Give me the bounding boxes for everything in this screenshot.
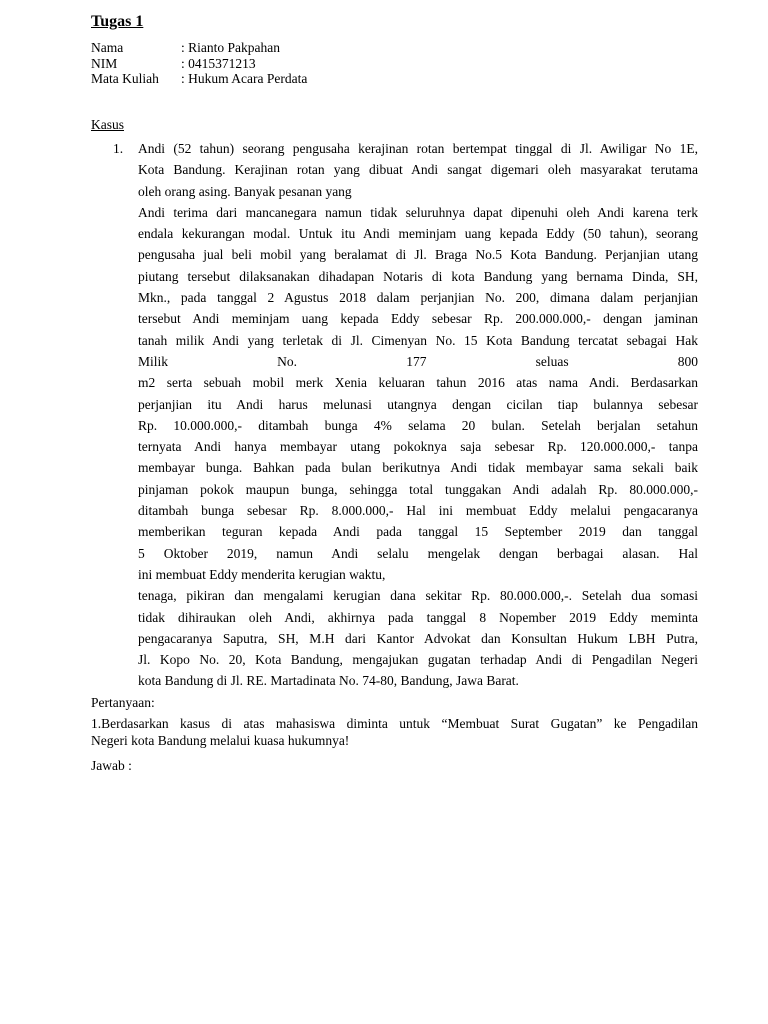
case-line: Andi terima dari mancanegara namun tidak seluruhnya dapat dipenuhi oleh Andi karena terk [138, 204, 698, 220]
document-title: Tugas 1 [91, 13, 144, 30]
case-line: Rp. 10.000.000,- ditambah bunga 4% selama 20 bulan. Setelah berjalan setahun [138, 417, 698, 433]
nama-label: Nama [91, 40, 124, 55]
question-line: 1.Berdasarkan kasus di atas mahasiswa diminta untuk “Membuat Surat Gugatan” ke Pengadilan [91, 716, 698, 731]
case-item [113, 138, 698, 692]
case-line: ternyata Andi hanya membayar utang pokoknya saja sebesar Rp. 120.000.000,- tanpa [138, 439, 698, 455]
question-text [91, 716, 698, 749]
case-line: pengacaranya Saputra, SH, M.H dari Kantor Advokat dan Konsultan Hukum LBH Putra, [138, 630, 698, 646]
case-line: 5 Oktober 2019, namun Andi selalu mengelak dengan berbagai alasan. Hal [138, 545, 698, 561]
jawab-label: Jawab : [91, 758, 132, 773]
pertanyaan-heading: Pertanyaan: [91, 695, 155, 710]
case-line: ditambah bunga sebesar Rp. 8.000.000,- Hal ini membuat Eddy melalui pengacaranya [138, 503, 698, 519]
case-line: kota Bandung di Jl. RE. Martadinata No. 74-80, Bandung, Jawa Barat. [138, 673, 519, 689]
matkul-label: Mata Kuliah [91, 71, 159, 86]
nim-value: : 0415371213 [181, 55, 256, 71]
case-line: Kota Bandung. Kerajinan rotan yang dibuat Andi sangat digemari oleh masyarakat terutama [138, 162, 698, 178]
info-row-nama [91, 40, 307, 56]
kasus-heading: Kasus [91, 117, 124, 132]
case-number: 1. [113, 141, 124, 156]
case-line: pinjaman pokok maupun bunga, sehingga total tunggakan Andi adalah Rp. 80.000.000,- [138, 481, 698, 497]
case-text [138, 138, 698, 692]
case-line: tanah milik Andi yang terletak di Jl. Cimenyan No. 15 Kota Bandung tercatat sebagai Hak [138, 332, 698, 348]
info-row-nim [91, 56, 307, 72]
case-line: tersebut Andi meminjam uang kepada Eddy sebesar Rp. 200.000.000,- dengan jaminan [138, 311, 698, 327]
case-line: perjanjian itu Andi harus melunasi utangnya dengan cicilan tiap bulannya sebesar [138, 396, 698, 412]
case-line: tidak dihiraukan oleh Andi, akhirnya pada tanggal 8 Nopember 2019 Eddy meminta [138, 609, 698, 625]
case-line: Milik No. 177 seluas 800 [138, 353, 698, 369]
case-line: Andi (52 tahun) seorang pengusaha kerajinan rotan bertempat tinggal di Jl. Awiligar No 1E, [138, 141, 698, 156]
case-line: piutang tersebut dilaksanakan dihadapan Notaris di kota Bandung yang bernama Dinda, SH, [138, 268, 698, 284]
nama-value: : Rianto Pakpahan [181, 40, 280, 55]
info-row-matkul [91, 71, 307, 87]
question-line: Negeri kota Bandung melalui kuasa hukumnya! [91, 732, 350, 748]
case-line: membayar bunga. Bahkan pada bulan berikutnya Andi tidak membayar sama sekali baik [138, 460, 698, 476]
case-line: ini membuat Eddy menderita kerugian waktu, [138, 566, 386, 582]
case-line: pengusaha jual beli mobil yang beralamat di Jl. Braga No.5 Kota Bandung. Perjanjian utang [138, 247, 698, 263]
case-line: tenaga, pikiran dan mengalami kerugian dana sekitar Rp. 80.000.000,-. Setelah dua somasi [138, 588, 698, 604]
case-line: memberikan teguran kepada Andi pada tanggal 15 September 2019 dan tanggal [138, 524, 698, 540]
nim-label: NIM [91, 55, 118, 71]
student-info [91, 40, 307, 87]
case-line: m2 serta sebuah mobil merk Xenia keluaran tahun 2016 atas nama Andi. Berdasarkan [138, 375, 698, 391]
case-line: oleh orang asing. Banyak pesanan yang [138, 183, 352, 199]
case-line: Jl. Kopo No. 20, Kota Bandung, mengajukan gugatan terhadap Andi di Pengadilan Negeri [138, 652, 698, 668]
case-line: endala kekurangan modal. Untuk itu Andi meminjam uang kepada Eddy (50 tahun), seorang [138, 226, 698, 242]
matkul-value: : Hukum Acara Perdata [181, 71, 308, 86]
case-line: Mkn., pada tanggal 2 Agustus 2018 dalam perjanjian No. 200, dimana dalam perjanjian [138, 290, 698, 306]
